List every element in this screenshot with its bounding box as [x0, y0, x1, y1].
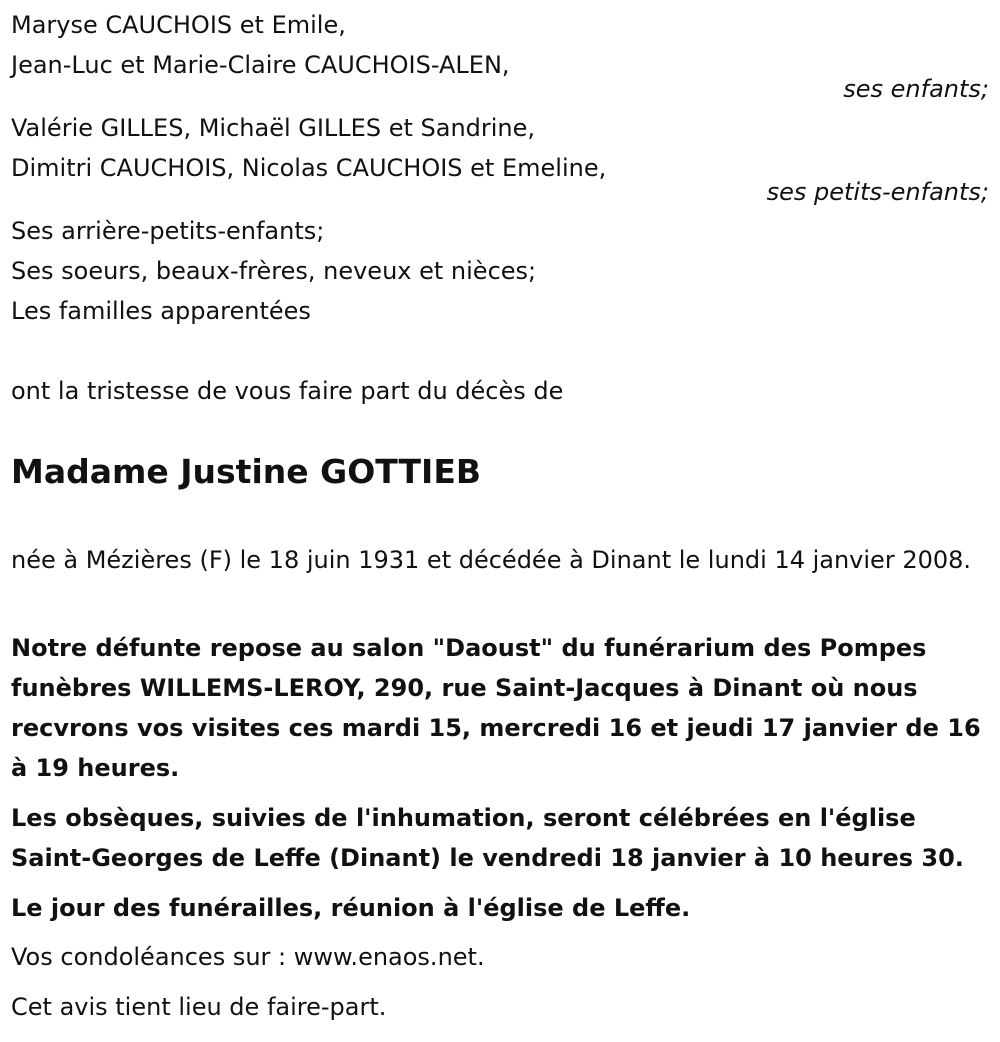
condolences-text: Vos condoléances sur : www.enaos.net. — [11, 943, 485, 971]
announcement-text: ont la tristesse de vous faire part du décès de — [11, 377, 564, 405]
children-line-1: Maryse CAUCHOIS et Emile, — [11, 11, 346, 39]
notice-text: Cet avis tient lieu de faire-part. — [11, 993, 387, 1021]
children-line-2: Jean-Luc et Marie-Claire CAUCHOIS-ALEN, — [11, 51, 510, 79]
families-line: Les familles apparentées — [11, 297, 311, 325]
grandchildren-role: ses petits-enfants; — [766, 178, 989, 206]
grandchildren-line-2: Dimitri CAUCHOIS, Nicolas CAUCHOIS et Emeline, — [11, 154, 607, 182]
visitation-text: Notre défunte repose au salon "Daoust" du funérarium des Pompes funèbres WILLEMS-LEROY, 290, rue Saint-Jacques à Dinant où nous recvrons vos visites ces mardi 15, mercredi 16 et jeudi 17 janvier de 16 à 19 heures. — [11, 634, 981, 782]
siblings-line: Ses soeurs, beaux-frères, neveux et nièces; — [11, 257, 537, 285]
funeral-text: Les obsèques, suivies de l'inhumation, seront célébrées en l'église Saint-Georges de Leffe (Dinant) le vendredi 18 janvier à 10 heures 30. — [11, 804, 964, 872]
grandchildren-line-1: Valérie GILLES, Michaël GILLES et Sandrine, — [11, 114, 536, 142]
great-grandchildren-line: Ses arrière-petits-enfants; — [11, 217, 325, 245]
meeting-text: Le jour des funérailles, réunion à l'église de Leffe. — [11, 894, 691, 922]
deceased-name: Madame Justine GOTTIEB — [11, 452, 482, 491]
birth-death-text: née à Mézières (F) le 18 juin 1931 et décédée à Dinant le lundi 14 janvier 2008. — [11, 546, 972, 574]
children-role: ses enfants; — [843, 75, 989, 103]
